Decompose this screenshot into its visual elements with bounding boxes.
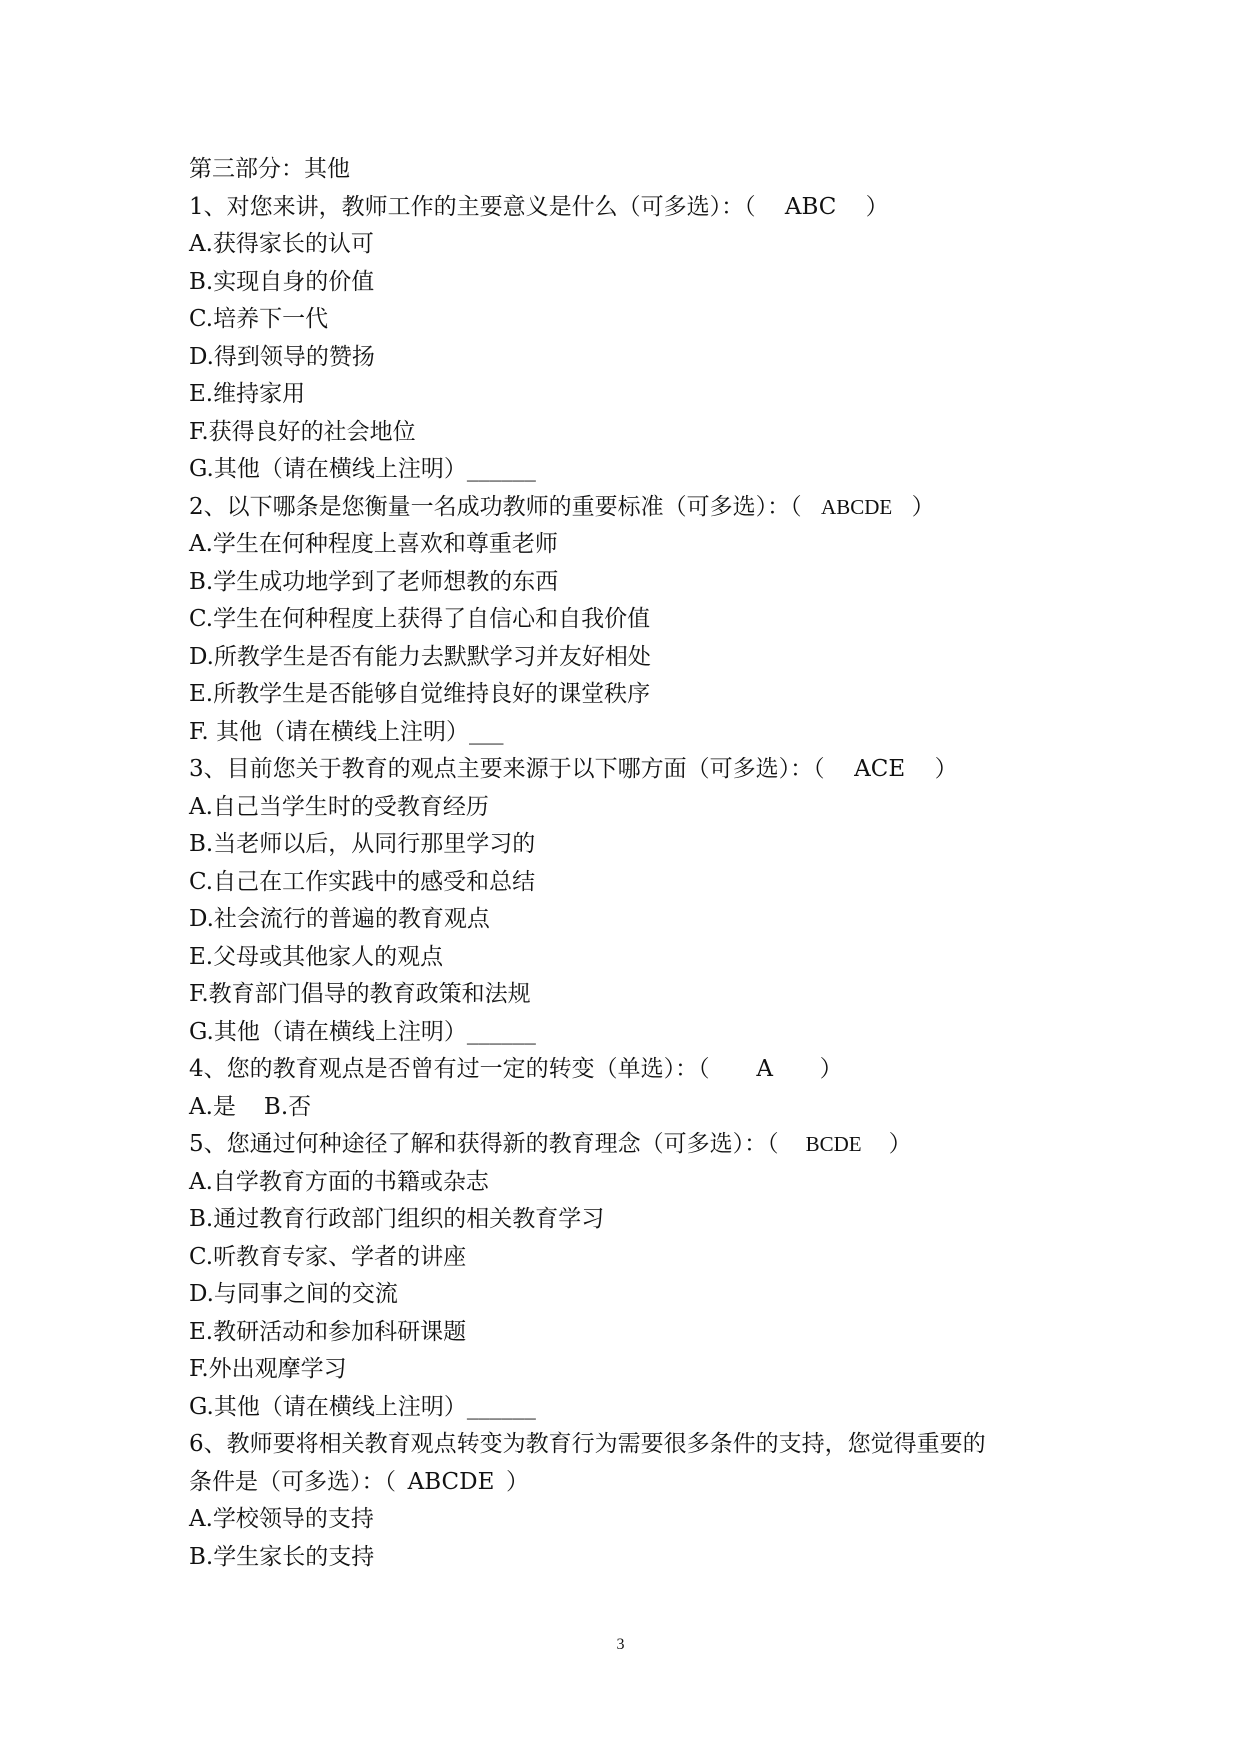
- option-1g: G.其他（请在横线上注明）______: [189, 456, 536, 482]
- question-stem-text: 5、您通过何种途径了解和获得新的教育理念（可多选）：（: [189, 1131, 779, 1157]
- question-stem-text: 2、以下哪条是您衡量一名成功教师的重要标准（可多选）：（: [189, 493, 802, 520]
- option-3c: C.自己在工作实践中的感受和总结: [189, 868, 536, 895]
- question-close-paren: ）: [865, 193, 889, 220]
- option-2c: C.学生在何种程度上获得了自信心和自我价值: [189, 606, 651, 632]
- question-close-paren: ）: [934, 756, 958, 782]
- question-6-stem-continued: [189, 1464, 1069, 1502]
- question-4-stem: [189, 1051, 1069, 1089]
- question-answer: ABCDE: [821, 494, 893, 519]
- option-2e: E.所教学生是否能够自觉维持良好的课堂秩序: [189, 681, 651, 707]
- question-answer: BCDE: [805, 1132, 862, 1156]
- option-1f: F.获得良好的社会地位: [189, 418, 416, 445]
- option-6b: B.学生家长的支持: [189, 1543, 375, 1570]
- option-5f: F.外出观摩学习: [189, 1356, 347, 1382]
- option-2f: F. 其他（请在横线上注明）___: [189, 718, 504, 745]
- page-content: [189, 151, 1069, 1576]
- question-answer: ABC: [784, 193, 837, 220]
- question-stem-text: 4、您的教育观点是否曾有过一定的转变（单选）：（: [189, 1056, 710, 1082]
- option-5c: C.听教育专家、学者的讲座: [189, 1243, 467, 1270]
- option-3b: B.当老师以后，从同行那里学习的: [189, 831, 536, 857]
- option-1e: E.维持家用: [189, 381, 306, 407]
- option-5g: G.其他（请在横线上注明）______: [189, 1393, 536, 1420]
- question-3-stem: [189, 751, 1069, 789]
- question-5-stem: [189, 1126, 1069, 1164]
- question-close-paren: ）: [506, 1468, 529, 1495]
- option-1d: D.得到领导的赞扬: [189, 343, 375, 370]
- option-6a: A.学校领导的支持: [189, 1506, 374, 1532]
- question-2-stem: [189, 489, 1069, 527]
- option-1a: A.获得家长的认可: [189, 231, 374, 257]
- question-stem-text: 1、对您来讲，教师工作的主要意义是什么（可多选）：（: [189, 193, 756, 220]
- question-close-paren: ）: [888, 1131, 912, 1157]
- option-3a: A.自己当学生时的受教育经历: [189, 793, 489, 820]
- option-2b: B.学生成功地学到了老师想教的东西: [189, 568, 559, 595]
- question-6-stem: 6、教师要将相关教育观点转变为教育行为需要很多条件的支持，您觉得重要的: [189, 1431, 986, 1457]
- option-1c: C.培养下一代: [189, 306, 329, 332]
- question-stem-text: 条件是（可多选）：（: [189, 1468, 396, 1495]
- option-2d: D.所教学生是否有能力去默默学习并友好相处: [189, 643, 651, 670]
- option-5d: D.与同事之间的交流: [189, 1281, 398, 1307]
- option-4b: B.否: [263, 1093, 312, 1120]
- question-answer: A: [756, 1056, 773, 1082]
- question-answer: ABCDE: [407, 1468, 495, 1495]
- question-1-stem: [189, 189, 1069, 227]
- question-close-paren: ）: [911, 493, 935, 520]
- page-number: 3: [616, 1636, 625, 1653]
- option-1b: B.实现自身的价值: [189, 268, 375, 295]
- section-title: 第三部分：其他: [189, 156, 350, 182]
- question-answer: ACE: [854, 756, 906, 782]
- option-3f: F.教育部门倡导的教育政策和法规: [189, 981, 531, 1007]
- option-3d: D.社会流行的普遍的教育观点: [189, 906, 490, 932]
- option-5b: B.通过教育行政部门组织的相关教育学习: [189, 1206, 605, 1232]
- question-stem-text: 3、目前您关于教育的观点主要来源于以下哪方面（可多选）：（: [189, 756, 825, 782]
- option-3g: G.其他（请在横线上注明）______: [189, 1018, 536, 1045]
- option-2a: A.学生在何种程度上喜欢和尊重老师: [189, 531, 558, 557]
- option-5a: A.自学教育方面的书籍或杂志: [189, 1168, 489, 1195]
- option-4a: A.是: [189, 1093, 236, 1120]
- option-3e: E.父母或其他家人的观点: [189, 943, 444, 970]
- option-5e: E.教研活动和参加科研课题: [189, 1318, 467, 1345]
- question-close-paren: ）: [819, 1056, 843, 1082]
- question-4-options: [189, 1089, 1069, 1127]
